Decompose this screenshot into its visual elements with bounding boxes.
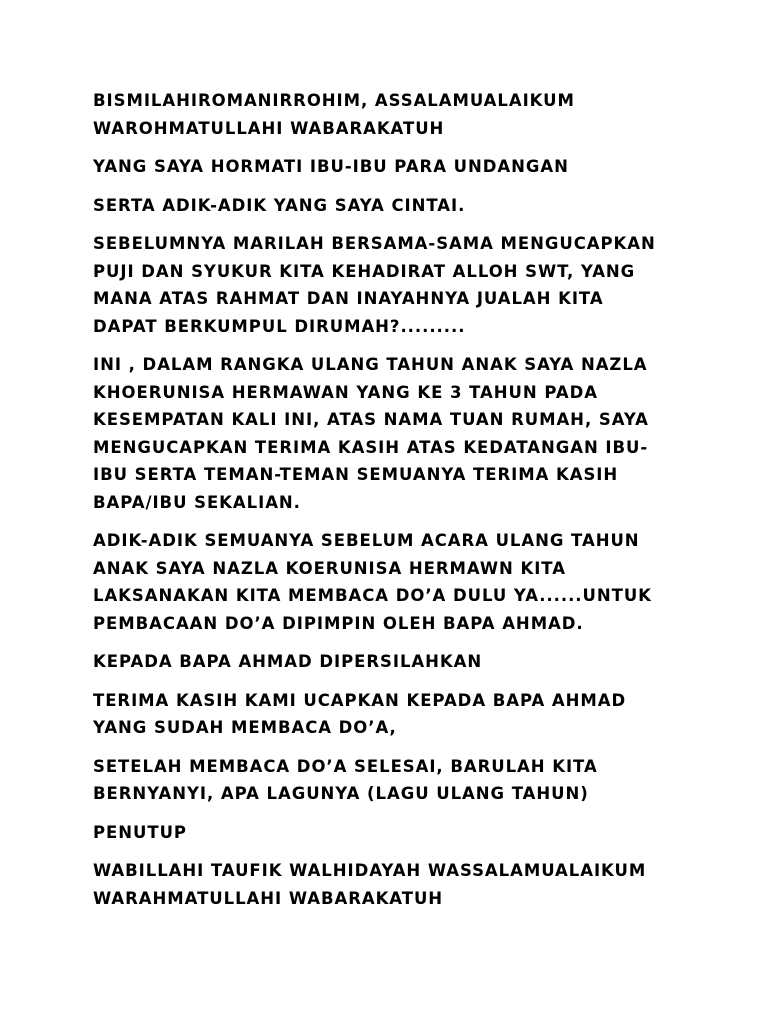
paragraph-invite-speaker: KEPADA BAPA AHMAD DIPERSILAHKAN xyxy=(93,652,483,671)
paragraph-prayer-invitation: ADIK-ADIK SEMUANYA SEBELUM ACARA ULANG TAHUN ANAK SAYA NAZLA KOERUNISA HERMAWN KITA LAKSANAKAN KITA MEMBACA DO’A DULU YA......UNTUK PEMBACAAN DO’A DIPIMPIN OLEH BAPA AHMAD. xyxy=(93,531,652,633)
paragraph-closing-greeting: WABILLAHI TAUFIK WALHIDAYAH WASSALAMUALAIKUM WARAHMATULLAHI WABARAKATUH xyxy=(93,861,647,908)
paragraph-beloved-children: SERTA ADIK-ADIK YANG SAYA CINTAI. xyxy=(93,195,466,215)
paragraph-opening-greeting: BISMILAHIROMANIRROHIM, ASSALAMUALAIKUM WAROHMATULLAHI WABARAKATUH xyxy=(93,91,575,138)
paragraph-gratitude: SEBELUMNYA MARILAH BERSAMA-SAMA MENGUCAPKAN PUJI DAN SYUKUR KITA KEHADIRAT ALLOH SWT, YANG MANA ATAS RAHMAT DAN INAYAHNYA JUALAH KITA DAPAT BERKUMPUL DIRUMAH?......... xyxy=(93,234,656,336)
document-body xyxy=(93,87,733,923)
paragraph-thanks-speaker: TERIMA KASIH KAMI UCAPKAN KEPADA BAPA AHMAD YANG SUDAH MEMBACA DO’A, xyxy=(93,690,627,737)
paragraph-birthday-occasion: INI , DALAM RANGKA ULANG TAHUN ANAK SAYA NAZLA KHOERUNISA HERMAWAN YANG KE 3 TAHUN PADA KESEMPATAN KALI INI, ATAS NAMA TUAN RUMAH, SAYA MENGUCAPKAN TERIMA KASIH ATAS KEDATANGAN IBU- IBU SERTA TEMAN-TEMAN SEMUANYA TERIMA KASIH BAPA/IBU SEKALIAN. xyxy=(93,355,649,512)
paragraph-closing-heading: PENUTUP xyxy=(93,822,187,842)
paragraph-honored-guests: YANG SAYA HORMATI IBU-IBU PARA UNDANGAN xyxy=(93,157,569,176)
paragraph-singing: SETELAH MEMBACA DO’A SELESAI, BARULAH KITA BERNYANYI, APA LAGUNYA (LAGU ULANG TAHUN) xyxy=(93,756,598,803)
